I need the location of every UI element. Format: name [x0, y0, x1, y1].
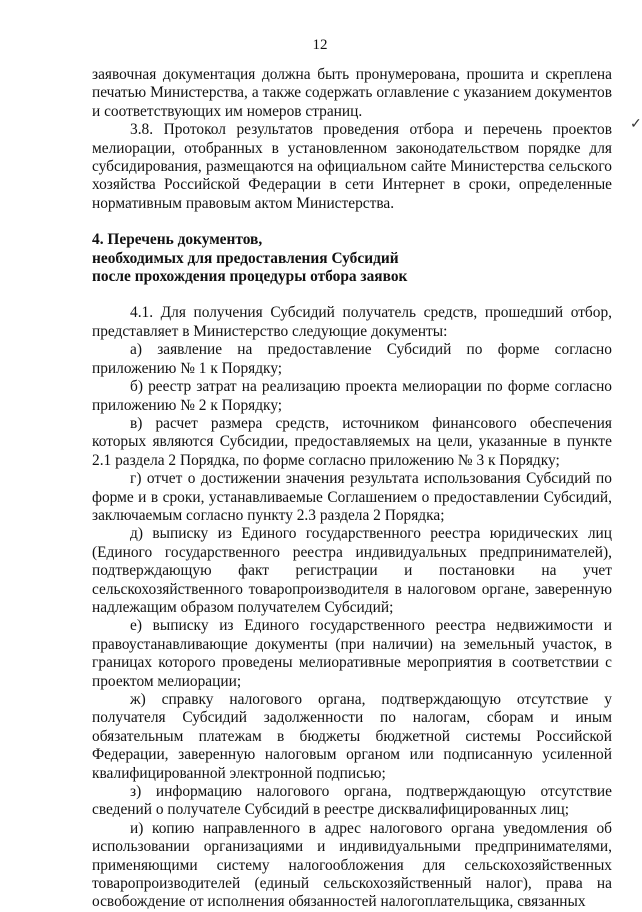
document-body — [92, 66, 612, 912]
paragraph-4-1: 4.1. Для получения Субсидий получатель средств, прошедший отбор, представляет в Министерство следующие документы: — [92, 304, 612, 340]
spacer — [92, 213, 612, 231]
list-item-a: а) заявление на предоставление Субсидий по форме согласно приложению № 1 к Порядку; — [92, 341, 612, 377]
list-item-d: д) выписку из Единого государственного реестра юридических лиц (Единого государственного реестра индивидуальных предпринимателей), подтверждающую факт регистрации и постановки на учет сельскохозяйственного товаропроизводителя в налоговом органе, заверенную надлежащим образом получателем Субсидий; — [92, 525, 612, 616]
section-heading-line-1: 4. Перечень документов, — [92, 231, 263, 249]
spacer — [92, 286, 612, 304]
list-item-zh: ж) справку налогового органа, подтверждающую отсутствие у получателя Субсидий задолженности по налогам, сборам и иным обязательным платежам в бюджеты бюджетной системы Российской Федерации, заверенную налоговым органом или подписанную усиленной квалифицированной электронной подписью; — [92, 691, 612, 782]
page-number: 12 — [312, 37, 328, 53]
list-item-e: е) выписку из Единого государственного реестра недвижимости и правоустанавливающие документы (при наличии) на земельный участок, в границах которого проведены мелиоративные мероприятия в соответствии с проектом мелиорации; — [92, 617, 612, 690]
section-heading-line-2: необходимых для предоставления Субсидий — [92, 249, 399, 267]
list-item-z: з) информацию налогового органа, подтверждающую отсутствие сведений о получателе Субсидий в реестре дисквалифицированных лиц; — [92, 783, 612, 819]
list-item-g: г) отчет о достижении значения результата использования Субсидий по форме и в сроки, устанавливаемые Соглашением о предоставлении Субсидий, заключаемым согласно пункту 2.3 раздела 2 Порядка; — [92, 470, 612, 524]
section-heading-line-3: после прохождения процедуры отбора заявок — [92, 268, 408, 286]
list-item-v: в) расчет размера средств, источником финансового обеспечения которых являются Субсидии, предоставляемых на цели, указанные в пункте 2.1 раздела 2 Порядка, по форме согласно приложению № 3 к Порядку; — [92, 414, 612, 469]
paragraph-continuation: заявочная документация должна быть пронумерована, прошита и скреплена печатью Министерства, а также содержать оглавление с указанием документов и соответствующих им номеров страниц. — [92, 66, 612, 120]
paragraph-3-8: 3.8. Протокол результатов проведения отбора и перечень проектов мелиорации, отобранных в установленном законодательством порядке для субсидирования, размещаются на официальном сайте Министерства сельского хозяйства Российской Федерации в сети Интернет в сроки, определенные нормативным правовым актом Министерства. — [92, 121, 612, 212]
list-item-i: и) копию направленного в адрес налогового органа уведомления об использовании организациями и индивидуальными предпринимателями, применяющими систему налогообложения для сельскохозяйственных товаропроизводителей (единый сельскохозяйственный налог), права на освобождение от исполнения обязанностей налогоплательщика, связанных — [92, 819, 612, 911]
section-heading — [92, 231, 612, 286]
margin-mark: ✓ — [630, 117, 642, 132]
list-item-b: б) реестр затрат на реализацию проекта мелиорации по форме согласно приложению № 2 к Порядку; — [92, 378, 612, 414]
